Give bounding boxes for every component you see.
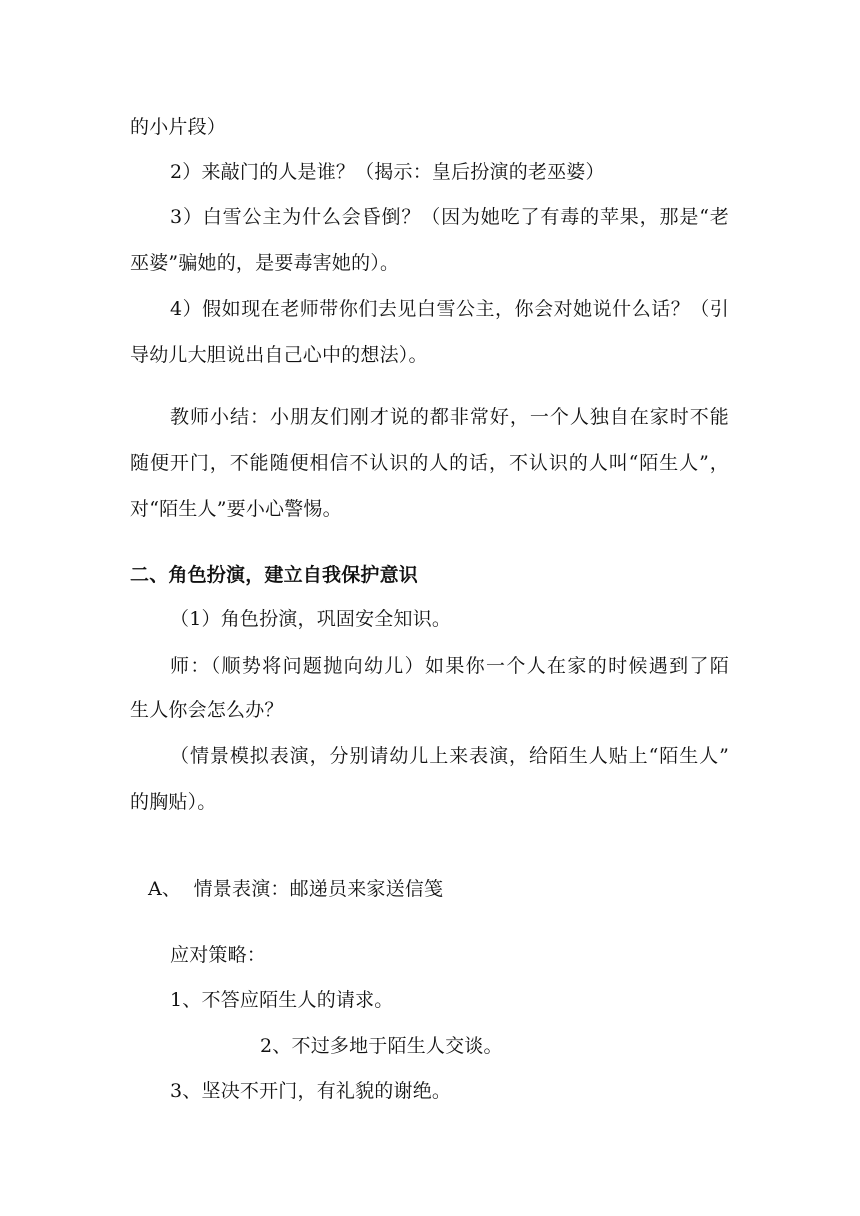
teacher-line-2: 生人你会怎么办？ xyxy=(130,699,284,721)
paragraph-line: 的小片段） xyxy=(130,116,227,138)
strategy-item-2: 2、不过多地于陌生人交谈。 xyxy=(260,1035,503,1057)
summary-line-1: 教师小结：小朋友们刚才说的都非常好，一个人独自在家时不能 xyxy=(170,406,729,428)
summary-line-2: 随便开门，不能随便相信不认识的人的话，不认识的人叫“陌生人”， xyxy=(130,452,729,474)
question-4-line-2: 导幼儿大胆说出自己心中的想法）。 xyxy=(130,344,428,366)
question-3-line-1: 3）白雪公主为什么会昏倒？（因为她吃了有毒的苹果，那是“老 xyxy=(170,206,729,228)
strategy-item-1: 1、不答应陌生人的请求。 xyxy=(170,989,394,1011)
question-3-line-2: 巫婆”骗她的，是要毒害她的）。 xyxy=(130,252,400,274)
strategy-heading: 应对策略： xyxy=(170,944,267,966)
question-2: 2）来敲门的人是谁？（揭示：皇后扮演的老巫婆） xyxy=(170,161,605,183)
scenario-line-2: 的胸贴）。 xyxy=(130,791,217,813)
section-heading: 二、角色扮演，建立自我保护意识 xyxy=(130,564,419,586)
summary-line-3: 对“陌生人”要小心警惕。 xyxy=(130,498,342,520)
strategy-item-3: 3、坚决不开门，有礼貌的谢绝。 xyxy=(170,1080,452,1102)
scenario-line-1: （情景模拟表演，分别请幼儿上来表演，给陌生人贴上“陌生人” xyxy=(170,745,729,767)
scene-a: A、 情景表演：邮递员来家送信笺 xyxy=(148,878,444,900)
question-4-line-1: 4）假如现在老师带你们去见白雪公主，你会对她说什么话？（引 xyxy=(170,298,729,320)
role-play-item: （1）角色扮演，巩固安全知识。 xyxy=(170,608,452,630)
teacher-line-1: 师：（顺势将问题抛向幼儿）如果你一个人在家的时候遇到了陌 xyxy=(170,655,729,677)
